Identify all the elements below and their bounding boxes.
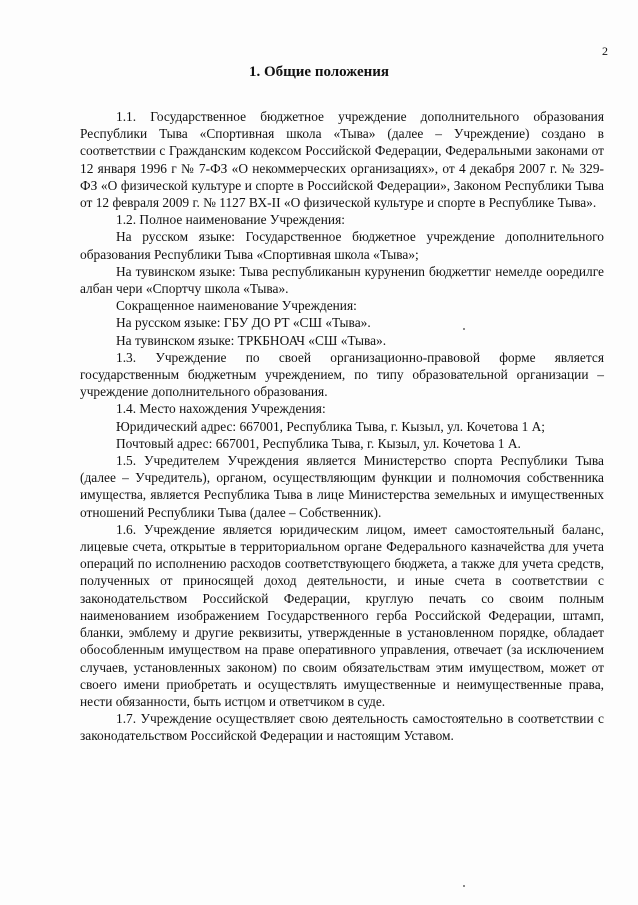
paragraph-1-3: 1.3. Учреждение по своей организационно-правовой форме является государственным бюджетным учреждением, по типу образовательной организации – учреждение дополнительного образования. (80, 349, 604, 400)
paragraph-short-name-russian: На русском языке: ГБУ ДО РТ «СШ «Тыва». (116, 315, 371, 331)
paragraph-1-7: 1.7. Учреждение осуществляет свою деятельность самостоятельно в соответствии с законодательством Российской Федерации и настоящим Уставом. (80, 711, 604, 744)
paragraph-short-name-title: Сокращенное наименование Учреждения: (116, 298, 357, 314)
paragraph-legal-address: Юридический адрес: 667001, Республика Тыва, г. Кызыл, ул. Кочетова 1 А; (116, 418, 546, 434)
paragraph-short-name-tuvan: На тувинском языке: ТРКБНОАЧ «СШ «Тыва». (116, 332, 387, 348)
section-heading: 1. Общие положения (248, 64, 390, 80)
page-number: 2 (602, 44, 608, 58)
scan-speck (463, 885, 465, 887)
paragraph-1-5: 1.5. Учредителем Учреждения является Министерство спорта Республики Тыва (далее – Учредитель), органом, осуществляющим функции и полномочия собственника имущества, является Республика Тыва в лице Министерства земельных и имущественных отношений Республики Тыва (далее – Собственник). (80, 453, 604, 520)
paragraph-postal-address: Почтовый адрес: 667001, Республика Тыва, г. Кызыл, ул. Кочетова 1 А. (116, 435, 521, 451)
document-body (80, 108, 604, 745)
paragraph-full-name-russian: На русском языке: Государственное бюджетное учреждение дополнительного образования Республики Тыва «Спортивная школа «Тыва»; (80, 229, 604, 262)
paragraph-1-2: 1.2. Полное наименование Учреждения: (116, 212, 345, 228)
paragraph-1-4: 1.4. Место нахождения Учреждения: (116, 401, 326, 417)
paragraph-1-6: 1.6. Учреждение является юридическим лицом, имеет самостоятельный баланс, лицевые счета, открытые в территориальном органе Федерального казначейства для учета операций по исполнению расходов соответствующего бюджета, а также для учета средств, полученных от приносящей доход деятельности, и иные счета в соответствии с законодательством Российской Федерации, круглую печать со своим полным наименованием изображением Государственного герба Российской Федерации, штамп, бланки, эмблему и другие реквизиты, утвержденные в установленном порядке, обладает обособленным имуществом на праве оперативного управления, отвечает (за исключением случаев, установленных законом) по своим обязательствам этим имуществом, может от своего имени приобретать и осуществлять имущественные и неимущественные права, нести обязанности, быть истцом и ответчиком в суде. (80, 521, 604, 709)
scan-speck (463, 328, 465, 330)
paragraph-1-1: 1.1. Государственное бюджетное учреждение дополнительного образования Республики Тыва «Спортивная школа «Тыва» (далее – Учреждение) создано в соответствии с Гражданским кодексом Российской Федерации, Федеральными законами от 12 января 1996 г № 7-ФЗ «О некоммерческих организациях», от 4 декабря 2007 г. № 329-ФЗ «О физической культуре и спорте в Российской Федерации», Законом Республики Тыва от 12 февраля 2009 г. № 1127 ВХ-II «О физической культуре и спорте в Республике Тыва». (80, 109, 604, 211)
paragraph-full-name-tuvan: На тувинском языке: Тыва республиканын курунениn бюджеттиг немелде ооредилге албан чери «Спортчу школа «Тыва». (80, 263, 604, 297)
